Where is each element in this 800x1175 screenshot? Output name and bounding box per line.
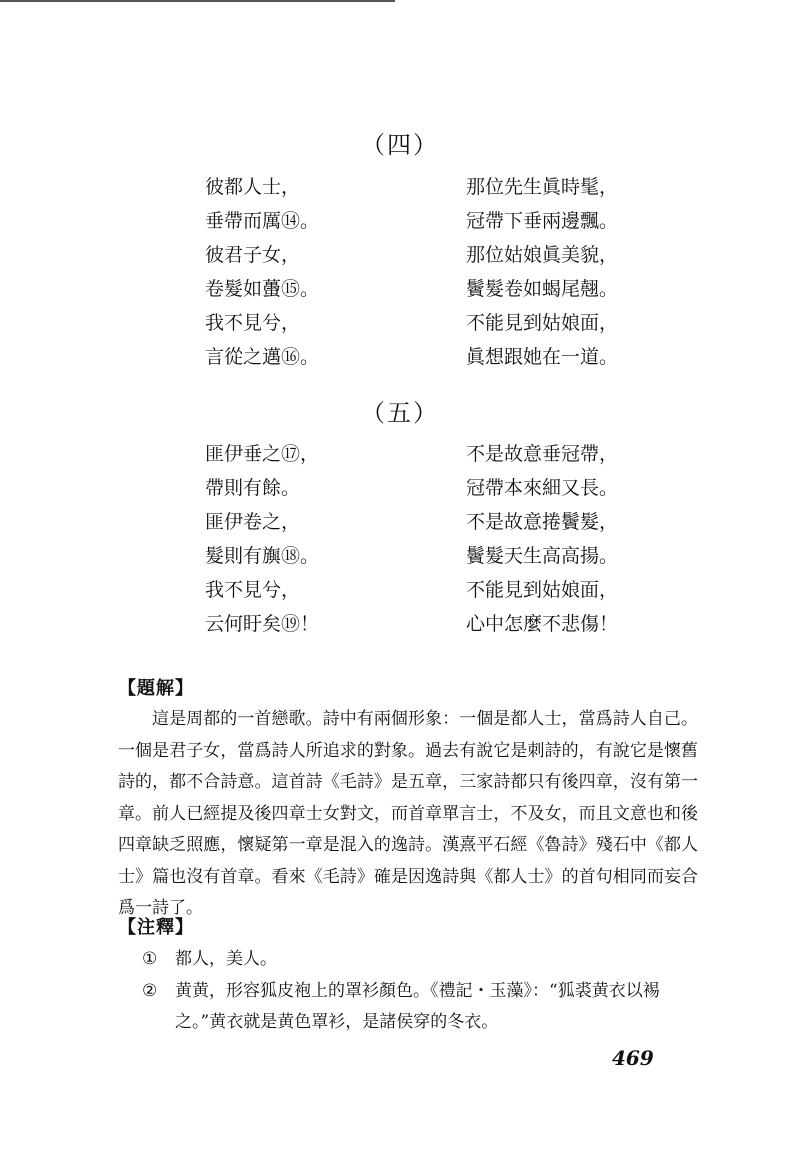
translation-line: 鬢髮卷如蝎尾翹。 bbox=[466, 278, 619, 300]
original-line: 彼都人士， bbox=[205, 176, 301, 198]
poem-line bbox=[0, 471, 800, 505]
section-title-5: （五） bbox=[361, 399, 439, 427]
poem-line bbox=[0, 573, 800, 607]
poem-line bbox=[0, 437, 800, 471]
section-title-4: （四） bbox=[361, 131, 439, 159]
note-text: 黄黄，形容狐皮袍上的罩衫顏色。《禮記・玉藻》：“狐裘黄衣以裼之。”黄衣就是黄色罩衫，是諸侯穿的冬衣。 bbox=[175, 981, 660, 1032]
note-text: 都人，美人。 bbox=[175, 949, 277, 969]
poem-line bbox=[0, 306, 800, 340]
translation-line: 心中怎麼不悲傷！ bbox=[466, 613, 619, 635]
note-number: ② bbox=[142, 981, 158, 1001]
note-item bbox=[142, 976, 692, 1038]
page-number: 469 bbox=[612, 1046, 654, 1070]
original-line: 云何盱矣⑲！ bbox=[205, 613, 320, 635]
original-line: 匪伊卷之， bbox=[205, 511, 301, 533]
translation-line: 不能見到姑娘面， bbox=[466, 579, 619, 601]
tijie-heading: 【題解】 bbox=[118, 678, 194, 699]
original-line: 我不見兮， bbox=[205, 312, 301, 334]
poem-line bbox=[0, 539, 800, 573]
original-line: 卷髮如蠆⑮。 bbox=[205, 278, 320, 300]
original-line: 言從之邁⑯。 bbox=[205, 346, 320, 368]
zhushi-heading: 【注釋】 bbox=[118, 917, 194, 938]
poem-line bbox=[0, 340, 800, 374]
translation-line: 那位先生眞時髦， bbox=[466, 176, 619, 198]
poem-line bbox=[0, 505, 800, 539]
translation-line: 鬢髮天生高高揚。 bbox=[466, 545, 619, 567]
translation-line: 眞想跟她在一道。 bbox=[466, 346, 619, 368]
poem-line bbox=[0, 170, 800, 204]
tijie-paragraph: 這是周都的一首戀歌。詩中有兩個形象：一個是都人士，當爲詩人自己。一個是君子女，當爲詩人所追求的對象。過去有說它是刺詩的，有說它是懷舊詩的，都不合詩意。這首詩《毛詩》是五章，三家詩都只有後四章，沒有第一章。前人已經提及後四章士女對文，而首章單言士，不及女，而且文意也和後四章缺乏照應，懷疑第一章是混入的逸詩。漢熹平石經《魯詩》殘石中《都人士》篇也沒有首章。看來《毛詩》確是因逸詩與《都人士》的首句相同而妄合爲一詩了。 bbox=[118, 709, 698, 918]
poem-line bbox=[0, 204, 800, 238]
top-rule bbox=[0, 0, 395, 2]
poem-line bbox=[0, 238, 800, 272]
poem-line bbox=[0, 607, 800, 641]
note-item bbox=[142, 944, 692, 975]
translation-line: 不能見到姑娘面， bbox=[466, 312, 619, 334]
original-line: 匪伊垂之⑰， bbox=[205, 443, 320, 465]
original-line: 彼君子女， bbox=[205, 244, 301, 266]
original-line: 我不見兮， bbox=[205, 579, 301, 601]
translation-line: 那位姑娘眞美貌， bbox=[466, 244, 619, 266]
translation-line: 不是故意垂冠帶， bbox=[466, 443, 619, 465]
translation-line: 冠帶本來細又長。 bbox=[466, 477, 619, 499]
original-line: 帶則有餘。 bbox=[205, 477, 301, 499]
poem-line bbox=[0, 272, 800, 306]
original-line: 髮則有旟⑱。 bbox=[205, 545, 320, 567]
original-line: 垂帶而厲⑭。 bbox=[205, 210, 320, 232]
translation-line: 冠帶下垂兩邊飄。 bbox=[466, 210, 619, 232]
note-number: ① bbox=[142, 949, 158, 969]
translation-line: 不是故意捲鬢髮， bbox=[466, 511, 619, 533]
